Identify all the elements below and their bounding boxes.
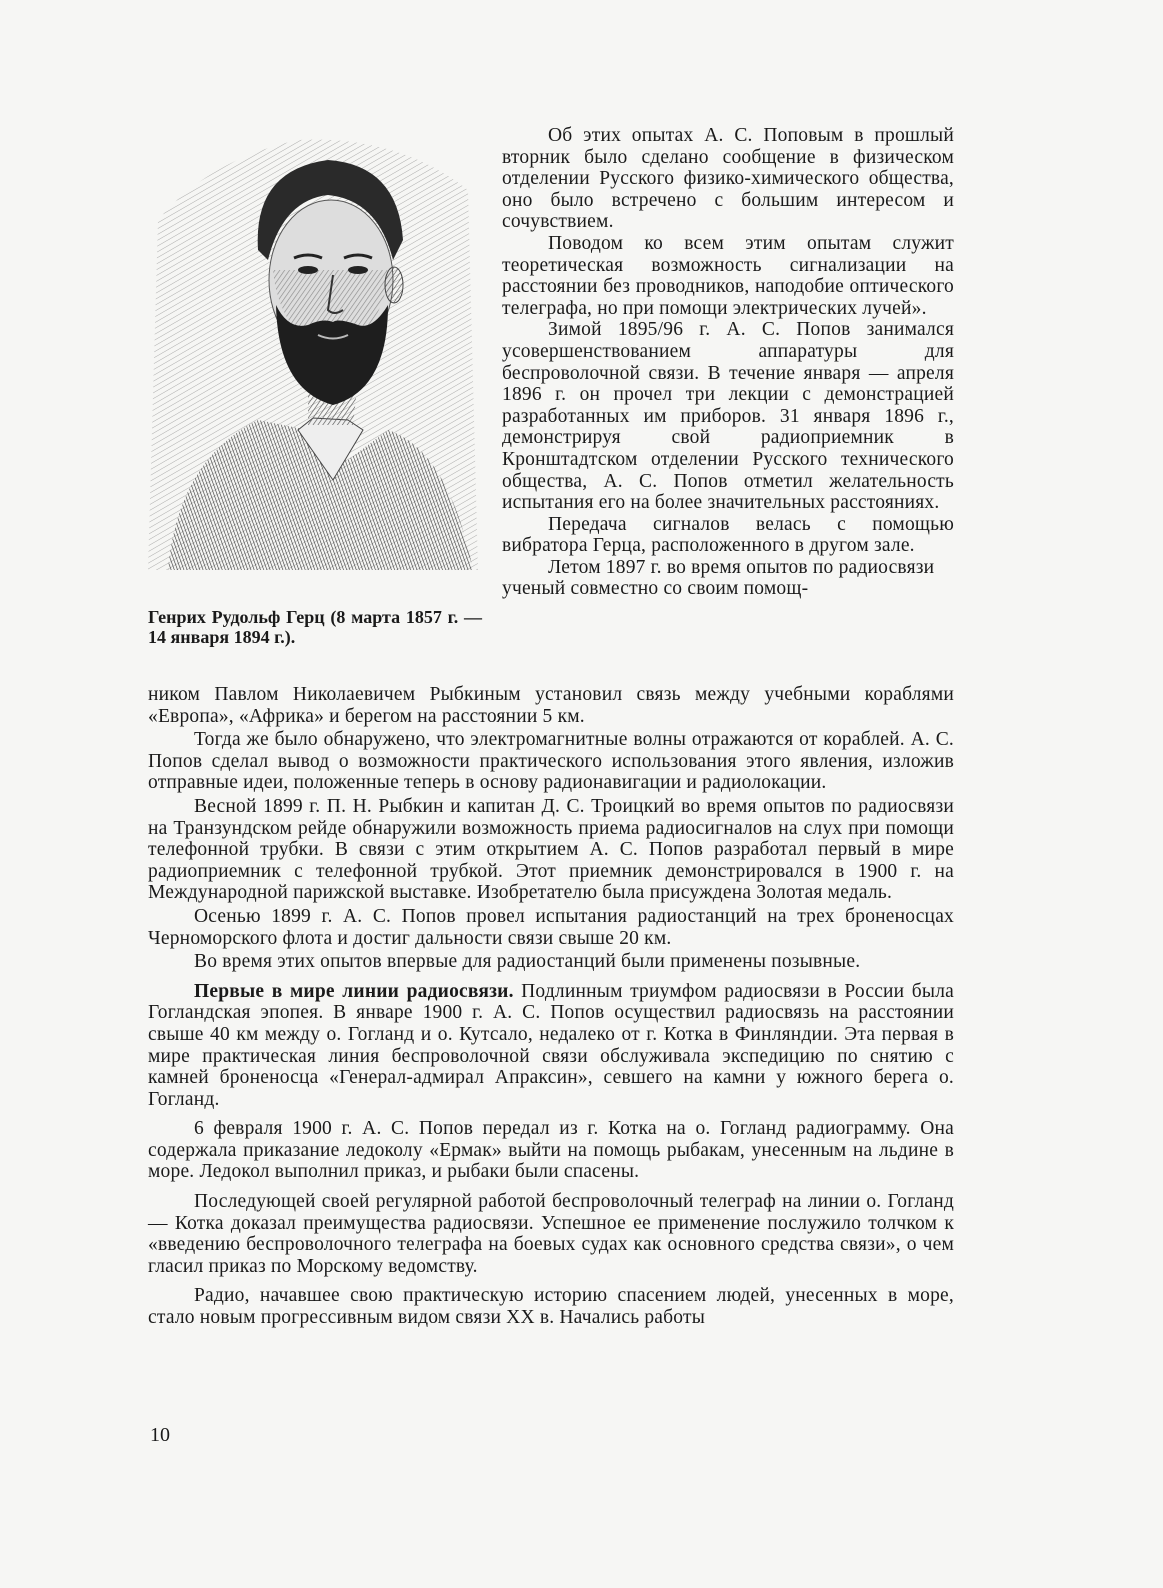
paragraph-continuation: ником Павлом Николаевичем Рыбкиным установил связь между учебными кораблями «Европа», «Африка» и берегом на расстоянии 5 км. bbox=[148, 684, 954, 727]
paragraph: Тогда же было обнаружено, что электромагнитные волны отражаются от кораблей. А. С. Попов сделал вывод о возможности практического использования этого явления, изложив отправные идеи, положенные теперь в основу радионавигации и радиолокации. bbox=[148, 729, 954, 794]
section-heading: Первые в мире линии радиосвязи. bbox=[194, 980, 514, 1002]
section-paragraph bbox=[148, 981, 954, 1111]
page-number: 10 bbox=[150, 1424, 170, 1446]
right-column-text bbox=[502, 125, 954, 600]
paragraph: Передача сигналов велась с помощью вибратора Герца, расположенного в другом зале. bbox=[502, 513, 954, 557]
paragraph: Осенью 1899 г. А. С. Попов провел испытания радиостанций на трех броненосцах Черноморского флота и достиг дальности связи свыше 20 км. bbox=[148, 905, 954, 949]
paragraph: Весной 1899 г. П. Н. Рыбкин и капитан Д. С. Троицкий во время опытов по радиосвязи на Транзундском рейде обнаружили возможность приема радиосигналов на слух при помощи телефонной трубки. В связи с этим открытием А. С. Попов разработал первый в мире радиоприемник с телефонной трубкой. Этот приемник демонстрировался в 1900 г. на Международной парижской выставке. Изобретателю была присуждена Золотая медаль. bbox=[148, 795, 954, 904]
paragraph: Летом 1897 г. во время опытов по радиосвязи ученый совместно со своим помощ- bbox=[502, 556, 935, 600]
portrait-caption: Генрих Рудольф Герц (8 марта 1857 г. — 14 января 1894 г.). bbox=[148, 607, 482, 647]
portrait-image bbox=[148, 130, 482, 580]
full-width-text bbox=[148, 684, 954, 1329]
paragraph: Последующей своей регулярной работой беспроволочный телеграф на линии о. Гогланд — Котка доказал преимущества радиосвязи. Успешное ее применение послужило толчком к «введению беспроволочного телеграфа на боевых судах как основного средства связи», о чем гласил приказ по Морскому ведомству. bbox=[148, 1191, 954, 1277]
paragraph: Поводом ко всем этим опытам служит теоретическая возможность сигнализации на расстоянии без проводников, наподобие оптического телеграфа, но при помощи электрических лучей». bbox=[502, 232, 954, 319]
paragraph: Зимой 1895/96 г. А. С. Попов занимался усовершенствованием аппаратуры для беспроволочной связи. В течение января — апреля 1896 г. он прочел три лекции с демонстрацией разработанных им приборов. 31 января 1896 г., демонстрируя свой радиоприемник в Кронштадтском отделении Русского технического общества, А. С. Попов отметил желательность испытания его на более значительных расстояниях. bbox=[502, 319, 954, 514]
portrait-engraving bbox=[148, 130, 482, 580]
paragraph: Об этих опытах А. С. Поповым в прошлый вторник было сделано сообщение в физическом отделении Русского физико-химического общества, оно было встречено с большим интересом и сочувствием. bbox=[502, 125, 954, 233]
section-body: Подлинным триумфом радиосвязи в России была Гогландская эпопея. В январе 1900 г. А. С. Попов осуществил радиосвязь на расстоянии свыше 40 км между о. Гогланд и о. Кутсало, недалеко от г. Котка в Финляндии. Эта первая в мире практическая линия беспроволочной связи обслуживала экспедицию по снятию с камней броненосца «Генерал-адмирал Апраксин», севшего на камни у южного берега о. Гогланд. bbox=[148, 980, 954, 1110]
paragraph: Радио, начавшее свою практическую историю спасением людей, унесенных в море, стало новым прогрессивным видом связи XX в. Начались работы bbox=[148, 1285, 954, 1329]
paragraph: 6 февраля 1900 г. А. С. Попов передал из г. Котка на о. Гогланд радиограмму. Она содержала приказание ледоколу «Ермак» выйти на помощь рыбакам, унесенным на льдине в море. Ледокол выполнил приказ, и рыбаки были спасены. bbox=[148, 1118, 954, 1183]
paragraph: Во время этих опытов впервые для радиостанций были применены позывные. bbox=[194, 951, 861, 973]
